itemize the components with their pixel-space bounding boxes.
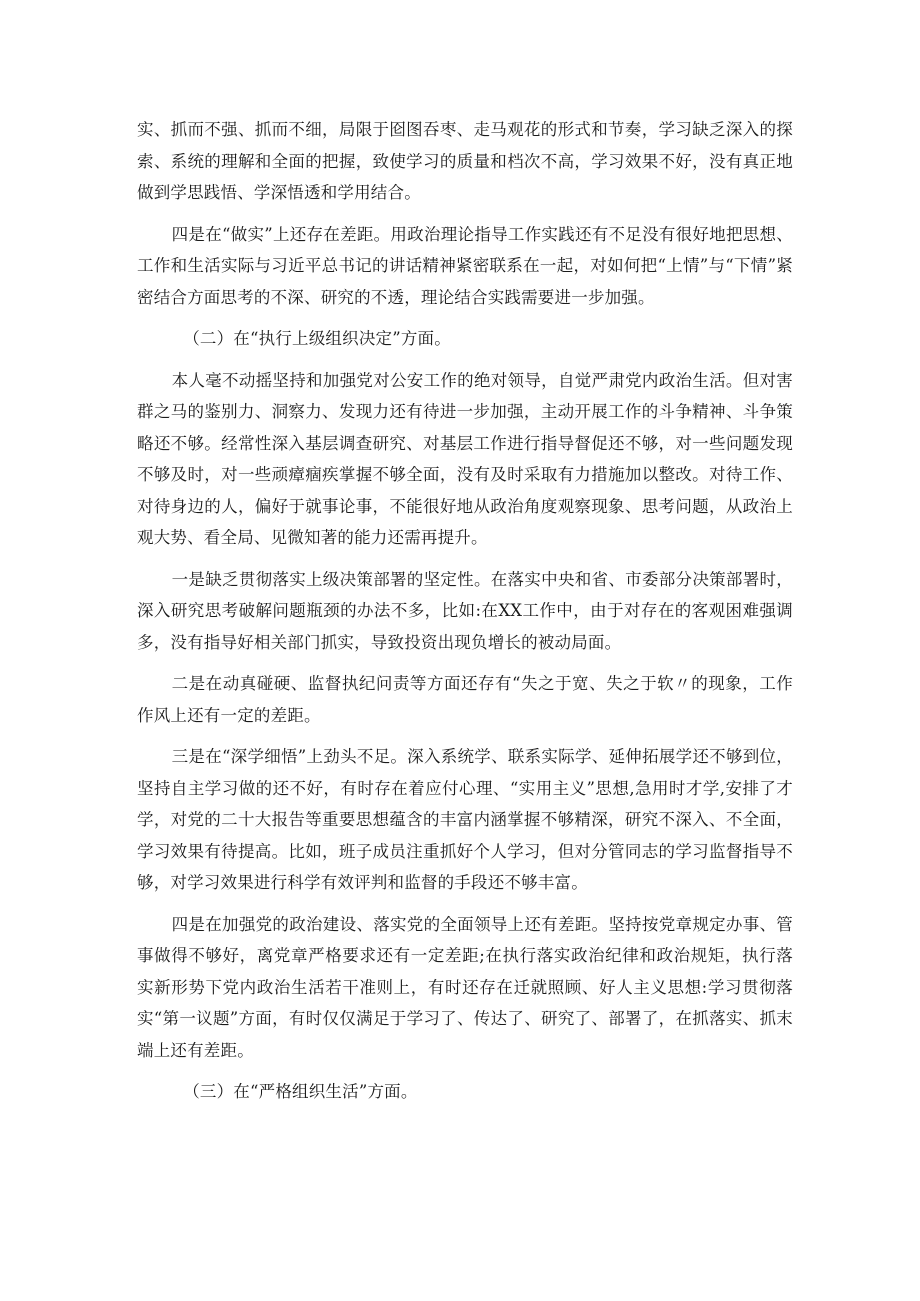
- paragraph-point-two: 二是在动真碰硬、监督执纪问责等方面还存有“失之于宽、失之于软〃的现象，工作作风上还有一定的差距。: [137, 674, 793, 725]
- paragraph-point-four: 四是在加强党的政治建设、落实党的全面领导上还有差距。坚持按党章规定办事、管事做得不够好，离党章严格要求还有一定差距;在执行落实政治纪律和政治规矩，执行落实新形势下党内政治生活若干准则上，有时还存在迁就照顾、好人主义思想:学习贯彻落实“第一议题”方面，有时仅仅满足于学习了、传达了、研究了、部署了，在抓落实、抓末端上还有差距。: [137, 914, 793, 1060]
- paragraph-continuation: 实、抓而不强、抓而不细，局限于囵图吞枣、走马观花的形式和节奏，学习缺乏深入的探索、系统的理解和全面的把握，致使学习的质量和档次不高，学习效果不好，没有真正地做到学思践悟、学深悟透和学用结合。: [137, 120, 793, 202]
- paragraph-point-four-practice: 四是在“做实”上还存在差距。用政治理论指导工作实践还有不足没有很好地把思想、工作和生活实际与习近平总书记的讲话精神紧密联系在一起，对如何把“上情”与“下情”紧密结合方面思考的不深、研究的不透，理论结合实践需要进一步加强。: [137, 224, 793, 307]
- paragraph-self-assessment: 本人毫不动摇坚持和加强党对公安工作的绝对领导，自觉严肃党内政治生活。但对害群之马的鉴别力、洞察力、发现力还有待进一步加强，主动开展工作的斗争精神、斗争策略还不够。经常性深入基层调查研究、对基层工作进行指导督促还不够，对一些问题发现不够及时，对一些顽瘴痼疾掌握不够全面，没有及时采取有力措施加以整改。对待工作、对待身边的人，偏好于就事论事，不能很好地从政治角度观察现象、思考问题，从政治上观大势、看全局、见微知著的能力还需再提升。: [137, 370, 793, 547]
- paragraph-point-three: 三是在“深学细悟”上劲头不足。深入系统学、联系实际学、延伸拓展学还不够到位，坚持自主学习做的还不好，有时存在着应付心理、“实用主义”思想,急用时才学,安排了才学，对党的二十大报告等重要思想蕴含的丰富内涵掌握不够精深，研究不深入、不全面，学习效果有待提高。比如，班子成员注重抓好个人学习，但对分管同志的学习监督指导不够，对学习效果进行科学有效评判和监督的手段还不够丰富。: [137, 747, 793, 892]
- paragraph-point-one: 一是缺乏贯彻落实上级决策部署的坚定性。在落实中央和省、市委部分决策部署时，深入研究思考破解问题瓶颈的办法不多，比如:在XX工作中，由于对存在的客观困难强调多，没有指导好相关部门抓实，导致投资出现负增长的被动局面。: [137, 569, 793, 652]
- section-heading-three: （三）在“严格组织生活”方面。: [183, 1082, 418, 1101]
- document-body: [137, 114, 793, 1118]
- section-heading-two: （二）在“执行上级组织决定”方面。: [183, 329, 451, 348]
